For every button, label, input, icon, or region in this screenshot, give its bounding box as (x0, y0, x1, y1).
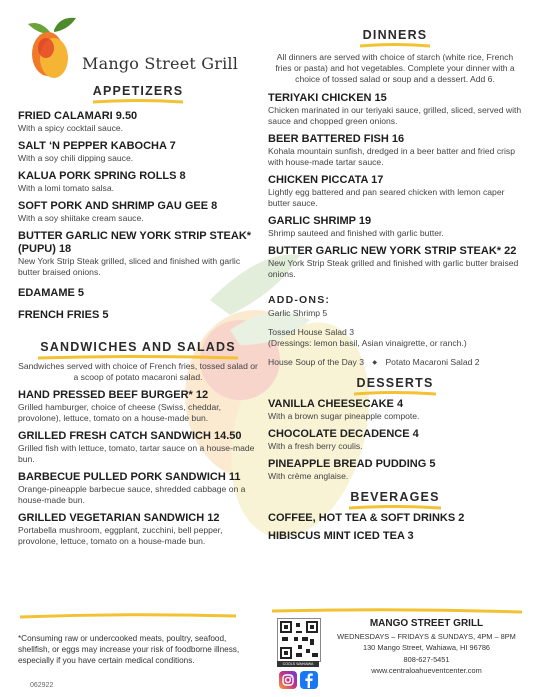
menu-item (268, 398, 522, 422)
phone: 808-627-5451 (403, 654, 450, 664)
beverages-heading: BEVERAGES (350, 489, 440, 504)
item-desc: Orange-pineapple barbecue sauce, shredded cabbage on a house-made bun. (18, 484, 246, 506)
menu-item (18, 430, 258, 465)
item-desc: Kohala mountain sunfish, dredged in a beer batter and fried crisp with house-made tartar sauce. (268, 145, 515, 167)
addon-soup: House Soup of the Day 3 (268, 356, 365, 367)
menu-item (268, 458, 522, 482)
item-desc: Grilled hamburger, choice of cheese (Swiss, cheddar, provolone), lettuce, tomato on a house-made bun. (18, 402, 222, 424)
item-title: GRILLED FRESH CATCH SANDWICH 14.50 (18, 430, 242, 443)
logo (24, 12, 239, 90)
menu-item (268, 174, 522, 209)
item-desc: With crème anglaise. (268, 470, 349, 481)
menu-item (18, 170, 258, 194)
item-desc: New York Strip Steak grilled and finished with garlic butter braised onions. (268, 257, 519, 279)
sandwiches-underline (38, 355, 238, 360)
desserts-list (268, 398, 522, 482)
restaurant-name: MANGO STREET GRILL (369, 618, 484, 629)
sandwiches-heading: SANDWICHES AND SALADS (40, 340, 236, 354)
item-title: GARLIC SHRIMP 19 (268, 214, 372, 227)
menu-item (18, 309, 258, 322)
menu-item (18, 110, 258, 134)
menu-item (268, 215, 522, 239)
menu-item (18, 512, 258, 547)
item-title: GRILLED VEGETARIAN SANDWICH 12 (18, 512, 220, 525)
menu-item (268, 512, 522, 525)
item-title: BEER BATTERED FISH 16 (268, 132, 405, 145)
beverages-underline (349, 505, 441, 510)
right-bottom-rule (272, 608, 522, 614)
instagram-icon[interactable] (279, 671, 297, 689)
left-column (18, 84, 258, 547)
menu-item (18, 389, 258, 424)
qr-label: COOLS WAHIAWA (277, 661, 319, 667)
item-title: SOFT PORK AND SHRIMP GAU GEE 8 (18, 200, 218, 212)
sandwiches-list (18, 389, 258, 547)
item-desc: With a soy shiitake cream sauce. (18, 213, 144, 223)
item-desc: Grilled fish with lettuce, tomato, tartar sauce on a house-made bun. (18, 443, 255, 465)
hours: WEDNESDAYS – FRIDAYS & SUNDAYS, 4PM – 8PM (337, 632, 516, 641)
logo-text: Mango Street Grill (82, 54, 239, 73)
dinners-intro: All dinners are served with choice of starch (white rice, French fries or pasta) and hot vegetables. Complete your dinner with a choice of tossed salad or soup and a dessert. Add 6. (275, 52, 515, 85)
item-desc: With a spicy cocktail sauce. (18, 123, 124, 133)
item-title: KALUA PORK SPRING ROLLS 8 (18, 170, 186, 182)
mango-logo-icon (24, 12, 84, 82)
menu-item (268, 530, 522, 543)
addons-section (268, 294, 522, 370)
desserts-underline (354, 391, 436, 396)
addon-mac-salad: Potato Macaroni Salad 2 (385, 356, 480, 367)
menu-item (18, 140, 258, 164)
bullet-icon: ◆ (372, 359, 378, 366)
item-desc: With a lomi tomato salsa. (18, 183, 114, 193)
item-desc: With a fresh berry coulis. (268, 440, 363, 451)
item-title: BARBECUE PULLED PORK SANDWICH 11 (18, 471, 241, 484)
item-title: COFFEE, HOT TEA & SOFT DRINKS 2 (268, 511, 465, 524)
item-title: BUTTER GARLIC NEW YORK STRIP STEAK* 22 (268, 244, 517, 257)
addon-dressings: (Dressings: lemon basil, Asian vinaigrette, or ranch.) (268, 337, 467, 348)
desserts-heading: DESSERTS (356, 375, 434, 390)
menu-item (268, 92, 522, 127)
dinners-heading: DINNERS (362, 28, 428, 42)
menu-item (268, 428, 522, 452)
qr-code-icon (277, 618, 321, 662)
item-title: TERIYAKI CHICKEN 15 (268, 91, 387, 104)
addon-garlic-shrimp: Garlic Shrimp 5 (268, 307, 328, 318)
addons-heading: ADD-ONS: (268, 293, 331, 306)
item-desc: Lightly egg battered and pan seared chicken with lemon caper butter sauce. (268, 186, 505, 208)
beverages-list (268, 512, 522, 543)
right-column (268, 28, 522, 543)
facebook-icon[interactable] (300, 671, 318, 689)
item-title: CHOCOLATE DECADENCE 4 (268, 427, 419, 440)
addon-soup-row (268, 357, 522, 370)
item-title: SALT ‘N PEPPER KABOCHA 7 (18, 140, 176, 152)
menu-item (18, 200, 258, 224)
item-desc: With a brown sugar pineapple compote. (268, 410, 420, 421)
website-link[interactable]: www.centraloahueventcenter.com (371, 666, 482, 676)
menu-item (268, 245, 522, 280)
menu-item (268, 133, 522, 168)
item-title: FRENCH FRIES 5 (18, 309, 109, 321)
item-title: BUTTER GARLIC NEW YORK STRIP STEAK* (PUPU) 18 (18, 230, 252, 255)
item-title: HAND PRESSED BEEF BURGER* 12 (18, 389, 209, 402)
sandwiches-intro: Sandwiches served with choice of French fries, tossed salad or a scoop of potato macaroni salad. (18, 361, 258, 383)
print-code: 062922 (30, 682, 54, 689)
appetizers-underline (93, 99, 183, 104)
menu-item (18, 230, 258, 278)
item-title: VANILLA CHEESECAKE 4 (268, 397, 404, 410)
dinners-list (268, 92, 522, 280)
item-title: EDAMAME 5 (18, 287, 85, 299)
dinners-underline (360, 43, 430, 48)
raw-food-disclaimer: *Consuming raw or undercooked meats, poultry, seafood, shellfish, or eggs may increase your risk of foodborne illness, especially if you have certain medical conditions. (18, 634, 240, 665)
item-desc: With a soy chili dipping sauce. (18, 153, 134, 163)
menu-item (18, 287, 258, 300)
item-title: CHICKEN PICCATA 17 (268, 173, 384, 186)
item-title: FRIED CALAMARI 9.50 (18, 110, 138, 122)
item-title: HIBISCUS MINT ICED TEA 3 (268, 529, 414, 542)
item-desc: Chicken marinated in our teriyaki sauce, grilled, sliced, served with sauce and chopped green onions. (268, 104, 522, 126)
item-title: PINEAPPLE BREAD PUDDING 5 (268, 457, 436, 470)
left-bottom-rule (20, 613, 236, 619)
addon-salad: Tossed House Salad 3 (268, 326, 354, 337)
contact-block (324, 618, 529, 677)
item-desc: New York Strip Steak grilled, sliced and finished with garlic butter braised onions. (18, 256, 241, 277)
appetizers-list (18, 110, 258, 322)
appetizers-heading: APPETIZERS (92, 84, 184, 98)
item-desc: Shrimp sauteed and finished with garlic butter. (268, 227, 444, 238)
item-desc: Portabella mushroom, eggplant, zucchini, bell pepper, provolone, lettuce, tomato on a house-made bun. (18, 525, 223, 547)
menu-item (18, 471, 258, 506)
address: 130 Mango Street, Wahiawa, HI 96786 (362, 643, 491, 653)
